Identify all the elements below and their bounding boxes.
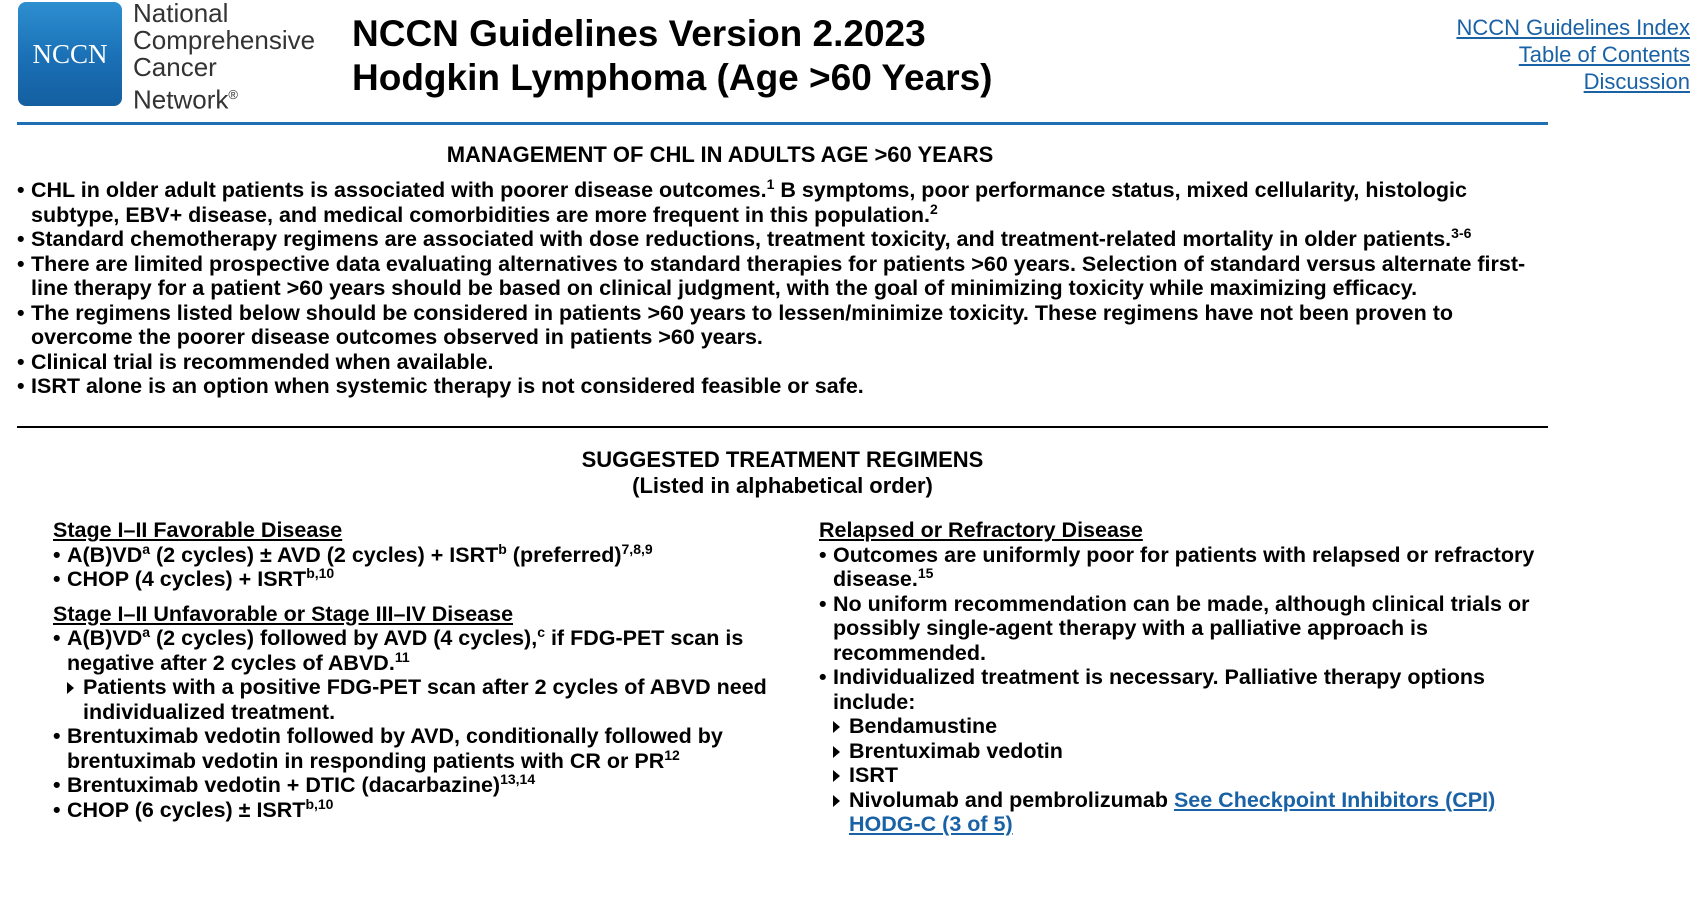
footnote-ref: 7,8,9 xyxy=(621,540,653,557)
regimen-item xyxy=(819,543,1559,592)
unfavorable-disease-title: Stage I–II Unfavorable or Stage III–IV Disease xyxy=(53,601,514,626)
org-name-line xyxy=(133,81,315,114)
management-bullet: • ISRT alone is an option when systemic therapy is not considered feasible or safe. xyxy=(17,374,1557,399)
footnote-ref: 2 xyxy=(930,200,938,217)
regimen-item xyxy=(53,623,783,675)
title-line1: NCCN Guidelines Version 2.2023 xyxy=(352,13,926,54)
nccn-logo xyxy=(18,2,122,106)
regimen-item xyxy=(53,540,783,568)
footnote-ref: 15 xyxy=(917,564,934,581)
regimen-item xyxy=(53,724,783,773)
regimen-item: • No uniform recommendation can be made, although clinical trials or possibly single-agent therapy with a palliative approach is recommended. xyxy=(819,592,1559,666)
option-text: ISRT xyxy=(849,763,898,787)
table-of-contents-link[interactable]: Table of Contents xyxy=(1518,42,1690,67)
footnote-ref: b,10 xyxy=(306,564,335,581)
regimen-text: (preferred) xyxy=(506,542,622,567)
regimens-heading xyxy=(0,447,1565,499)
management-bullets xyxy=(17,175,1557,399)
triangle-bullet-icon xyxy=(833,746,840,758)
footnote-ref: c xyxy=(537,623,545,640)
regimen-item xyxy=(53,770,783,798)
footnote-ref: b xyxy=(498,540,507,557)
footnote-ref: 3-6 xyxy=(1451,224,1472,241)
bullet-text: CHL in older adult patients is associated with poorer disease outcomes. xyxy=(31,178,767,202)
registered-mark: ® xyxy=(228,87,238,102)
regimens-right-column xyxy=(819,518,1559,837)
management-bullet: • Clinical trial is recommended when available. xyxy=(17,350,1557,375)
regimen-subitem xyxy=(53,675,783,724)
triangle-bullet-icon xyxy=(833,795,840,807)
management-heading: MANAGEMENT OF CHL IN ADULTS AGE >60 YEARS xyxy=(446,142,994,167)
regimens-left-column xyxy=(53,518,783,822)
regimen-item xyxy=(53,795,783,823)
org-name-line: National xyxy=(133,0,229,28)
option-text: Nivolumab and pembrolizumab xyxy=(849,787,1174,812)
regimen-text: CHOP (4 cycles) + ISRT xyxy=(67,567,307,591)
footnote-ref: b,10 xyxy=(305,795,334,812)
regimen-text: Brentuximab vedotin followed by AVD, conditionally followed by brentuximab vedotin in responding patients with CR or PR xyxy=(67,724,723,773)
regimen-text: A(B)VD xyxy=(67,542,143,567)
regimen-text: (2 cycles) ± AVD (2 cycles) + ISRT xyxy=(150,542,499,567)
bullet-text: Standard chemotherapy regimens are associated with dose reductions, treatment toxicity, and treatment-related mortality in older patients. xyxy=(31,227,1452,251)
footnote-ref: 13,14 xyxy=(500,770,536,787)
section-divider xyxy=(17,426,1548,428)
palliative-option xyxy=(819,739,1559,764)
favorable-disease-title: Stage I–II Favorable Disease xyxy=(53,518,343,542)
management-bullet: • The regimens listed below should be considered in patients >60 years to lessen/minimize toxicity. These regimens have not been proven to overcome the poorer disease outcomes observed in patients >60 years. xyxy=(17,301,1557,350)
palliative-option xyxy=(819,763,1559,788)
checkpoint-inhibitors-link[interactable]: See Checkpoint Inhibitors (CPI) HODG-C (3 of 5) xyxy=(849,787,1496,836)
regimen-text: Brentuximab vedotin + DTIC (dacarbazine) xyxy=(67,773,501,797)
regimen-text: (2 cycles) followed by AVD (4 cycles), xyxy=(150,626,538,650)
organization-name xyxy=(133,0,315,114)
palliative-option xyxy=(819,788,1559,837)
footnote-ref: 1 xyxy=(766,175,775,192)
regimen-item: • Individualized treatment is necessary. Palliative therapy options include: xyxy=(819,665,1559,714)
footnote-ref: 11 xyxy=(394,648,410,665)
org-name-network: Network xyxy=(133,84,229,115)
guidelines-index-link[interactable]: NCCN Guidelines Index xyxy=(1456,15,1690,40)
palliative-option xyxy=(819,714,1559,739)
management-bullet xyxy=(17,175,1557,227)
management-bullet xyxy=(17,224,1557,252)
bullet-text: B symptoms, poor performance status, mixed cellularity, histologic subtype, EBV+ disease, and medical comorbidities are more frequent in this population. xyxy=(31,178,1467,227)
org-name-line: Cancer xyxy=(133,52,217,82)
page-title xyxy=(352,12,993,100)
footnote-ref: a xyxy=(142,540,151,557)
triangle-bullet-icon xyxy=(833,721,840,733)
regimens-subtitle: (Listed in alphabetical order) xyxy=(632,473,933,498)
regimen-text: Patients with a positive FDG-PET scan after 2 cycles of ABVD need individualized treatment. xyxy=(83,675,767,724)
relapsed-disease-title: Relapsed or Refractory Disease xyxy=(819,518,1143,542)
discussion-link[interactable]: Discussion xyxy=(1583,69,1690,94)
option-text: Bendamustine xyxy=(849,714,998,738)
org-name-line: Comprehensive xyxy=(133,25,316,55)
regimens-title: SUGGESTED TREATMENT REGIMENS xyxy=(581,447,984,472)
regimen-text: Outcomes are uniformly poor for patients with relapsed or refractory disease. xyxy=(833,542,1535,591)
regimen-text: if FDG-PET scan is negative after 2 cycles of ABVD. xyxy=(67,626,744,675)
top-navigation xyxy=(1456,14,1690,95)
triangle-bullet-icon xyxy=(67,682,74,694)
regimen-text: CHOP (6 cycles) ± ISRT xyxy=(67,797,306,822)
regimen-text: A(B)VD xyxy=(67,626,143,650)
option-text: Brentuximab vedotin xyxy=(849,738,1063,763)
management-bullet: • There are limited prospective data evaluating alternatives to standard therapies for patients >60 years. Selection of standard versus alternate first-line therapy for a patient >60 years should be based on clinical judgment, with the goal of minimizing toxicity while maximizing efficacy. xyxy=(17,252,1557,301)
logo-text: NCCN xyxy=(32,38,108,69)
title-line2: Hodgkin Lymphoma (Age >60 Years) xyxy=(352,57,993,98)
regimen-item xyxy=(53,564,783,592)
footnote-ref: 12 xyxy=(664,746,680,763)
header-divider xyxy=(17,122,1548,125)
footnote-ref: a xyxy=(142,623,151,640)
triangle-bullet-icon xyxy=(833,770,840,782)
